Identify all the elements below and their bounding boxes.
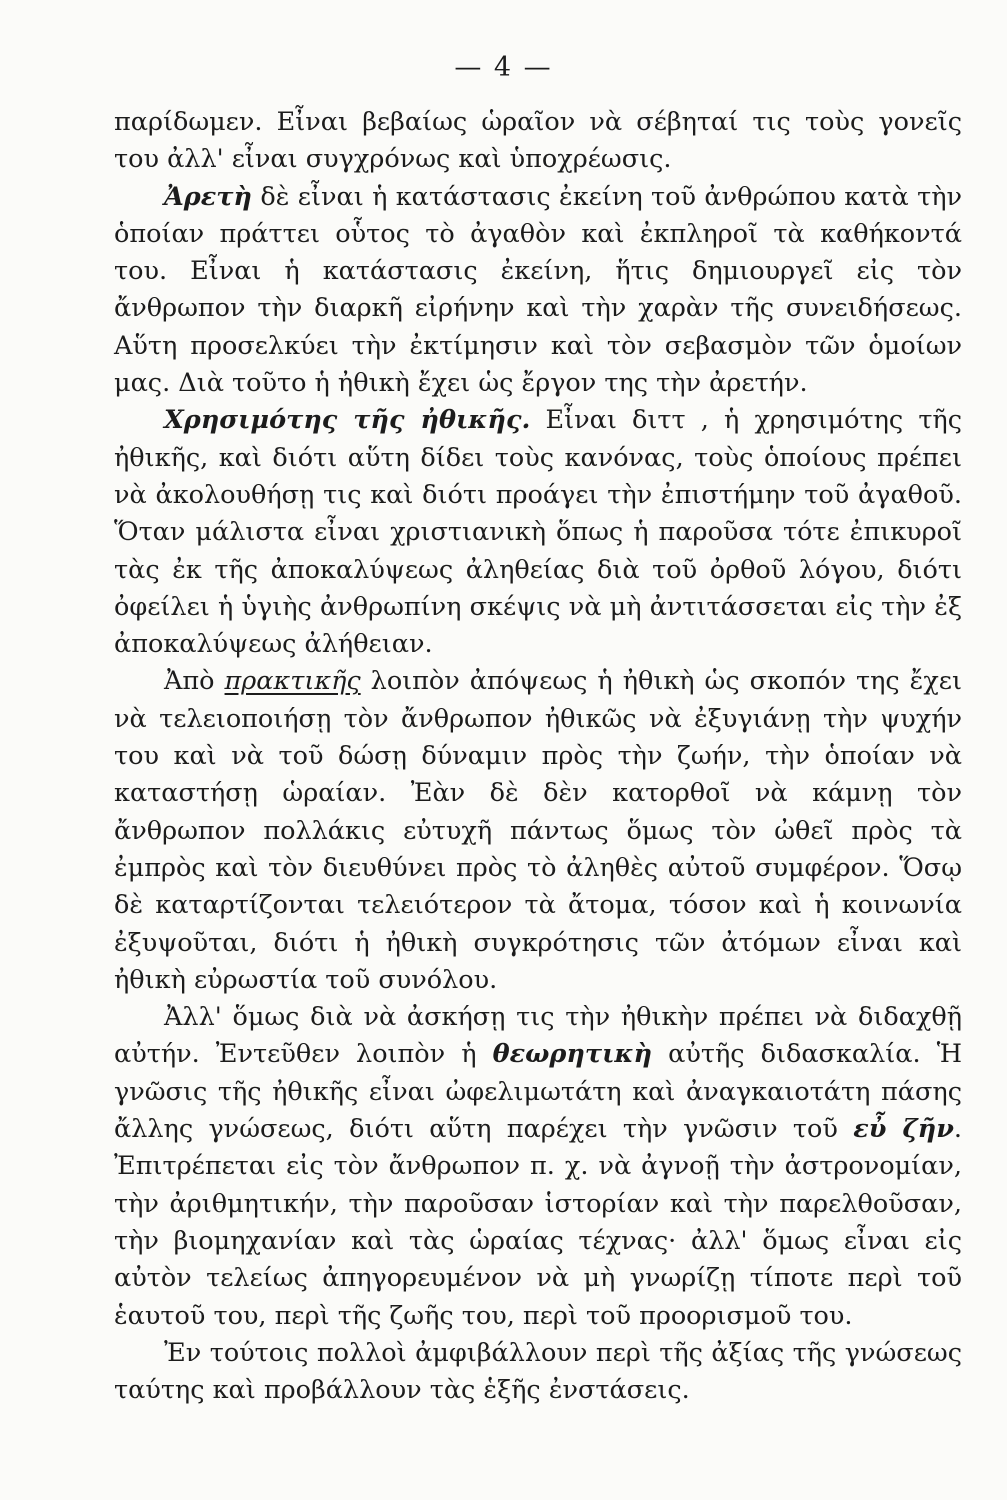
text-run: . Ἐπιτρέπεται εἰς τὸν ἄνθρωπον π. χ. νὰ ἀγνοῇ τὴν ἀστρονομίαν, τὴν ἀριθμητικήν, τὴν παροῦσαν ἱστορίαν καὶ τὴν παρελθοῦσαν, τὴν βιομηχανίαν καὶ τὰς ὡραίας τέχνας· ἀλλ' ὅμως εἶναι εἰς αὐτὸν τελείως ἀπηγορευμένον νὰ μὴ γνωρίζῃ τίποτε περὶ τοῦ ἑαυτοῦ του, περὶ τῆς ζωῆς του, περὶ τοῦ προορισμοῦ του. bbox=[114, 1114, 962, 1331]
text-run: αὐτῆς διδασκαλία. Ἡ γνῶσις τῆς ἠθικῆς εἶναι ὠφελιμωτάτη καὶ ἀναγκαιοτάτη πάσης ἄλλης γνώσεως, διότι αὕτη παρέχει τὴν γνῶσιν τοῦ bbox=[114, 1039, 962, 1145]
emphasized-term: θεωρητικὴ bbox=[492, 1039, 653, 1070]
paragraph bbox=[114, 179, 962, 403]
paragraph bbox=[114, 402, 962, 663]
text-run: Εἶναι διττ , ἡ χρησιμότης τῆς ἠθικῆς, καὶ διότι αὕτη δίδει τοὺς κανόνας, τοὺς ὁποίους πρέπει νὰ ἀκολουθήσῃ τις καὶ διότι προάγει τὴν ἐπιστήμην τοῦ ἀγαθοῦ. Ὅταν μάλιστα εἶναι χριστιανικὴ ὅπως ἡ παροῦσα τότε ἐπικυροῖ τὰς ἐκ τῆς ἀποκαλύψεως ἀληθείας διὰ τοῦ ὀρθοῦ λόγου, διότι ὀφείλει ἡ ὑγιὴς ἀνθρωπίνη σκέψις νὰ μὴ ἀντιτάσσεται εἰς τὴν ἐξ ἀποκαλύψεως ἀλήθειαν. bbox=[114, 405, 962, 660]
paragraph bbox=[114, 1335, 962, 1410]
emphasized-term: Χρησιμότης τῆς ἠθικῆς. bbox=[164, 405, 531, 436]
page-number: — 4 — bbox=[454, 52, 553, 83]
text-run: δὲ εἶναι ἡ κατάστασις ἐκείνη τοῦ ἀνθρώπου κατὰ τὴν ὁποίαν πράττει οὗτος τὸ ἀγαθὸν καὶ ἐκπληροῖ τὰ καθήκοντά του. Εἶναι ἡ κατάστασις ἐκείνη, ἥτις δημιουργεῖ εἰς τὸν ἄνθρωπον τὴν διαρκῆ εἰρήνην καὶ τὴν χαρὰν τῆς συνειδήσεως. Αὕτη προσελκύει τὴν ἐκτίμησιν καὶ τὸν σεβασμὸν τῶν ὁμοίων μας. Διὰ τοῦτο ἡ ἠθικὴ ἔχει ὡς ἔργον της τὴν ἀρετήν. bbox=[114, 181, 962, 399]
text-run: Ἐν τούτοις πολλοὶ ἀμφιβάλλουν περὶ τῆς ἀξίας τῆς γνώσεως ταύτης καὶ προβάλλουν τὰς ἑξῆς ἐνστάσεις. bbox=[114, 1337, 962, 1406]
text-run: Ἀλλ' ὅμως διὰ νὰ ἀσκήσῃ τις τὴν ἠθικὴν πρέπει νὰ διδαχθῇ αὐτήν. Ἐντεῦθεν λοιπὸν ἡ bbox=[114, 1002, 962, 1070]
emphasized-term: εὖ ζῆν bbox=[853, 1114, 954, 1145]
paragraph bbox=[114, 663, 962, 999]
body-text bbox=[114, 104, 962, 1409]
emphasized-term: Ἀρετὴ bbox=[164, 181, 252, 212]
paragraph bbox=[114, 999, 962, 1335]
paragraph bbox=[114, 104, 962, 179]
text-run: παρίδωμεν. Εἶναι βεβαίως ὡραῖον νὰ σέβηταί τις τοὺς γονεῖς του ἀλλ' εἶναι συγχρόνως καὶ ὑποχρέωσις. bbox=[114, 107, 962, 175]
emphasized-term: πρακτικῆς bbox=[224, 666, 361, 697]
text-run: λοιπὸν ἀπόψεως ἡ ἠθικὴ ὡς σκοπόν της ἔχει νὰ τελειοποιήσῃ τὸν ἄνθρωπον ἠθικῶς νὰ ἐξυγιάνῃ τὴν ψυχήν του καὶ νὰ τοῦ δώσῃ δύναμιν πρὸς τὴν ζωήν, τὴν ὁποίαν νὰ καταστήσῃ ὡραίαν. Ἐὰν δὲ δὲν κατορθοῖ νὰ κάμνῃ τὸν ἄνθρωπον πολλάκις εὐτυχῆ πάντως ὅμως τὸν ὠθεῖ πρὸς τὰ ἐμπρὸς καὶ τὸν διευθύνει πρὸς τὸ ἀληθὲς αὐτοῦ συμφέρον. Ὅσῳ δὲ καταρτίζονται τελειότερον τὰ ἄτομα, τόσον καὶ ἡ κοινωνία ἐξυψοῦται, διότι ἡ ἠθικὴ συγκρότησις τῶν ἀτόμων εἶναι καὶ ἠθικὴ εὐρωστία τοῦ συνόλου. bbox=[114, 666, 962, 995]
text-run: Ἀπὸ bbox=[164, 666, 225, 697]
